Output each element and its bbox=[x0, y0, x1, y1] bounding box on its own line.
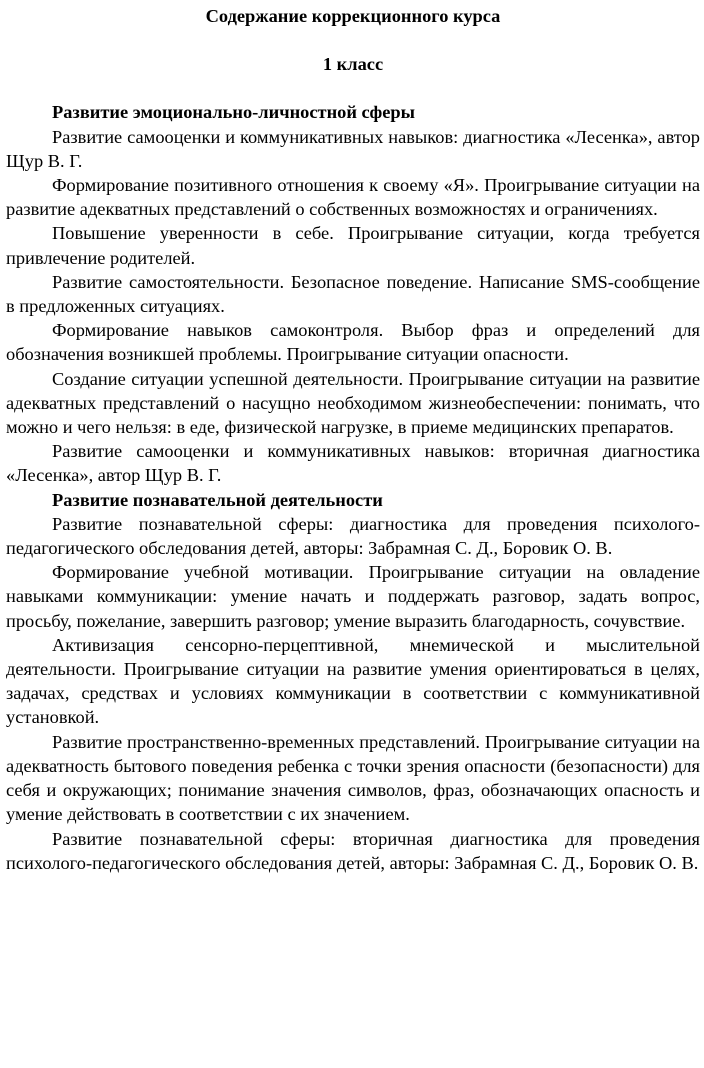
paragraph: Формирование навыков самоконтроля. Выбор фраз и определений для обозначения возникшей проблемы. Проигрывание ситуации опасности. bbox=[6, 320, 700, 365]
paragraph: Развитие самостоятельности. Безопасное поведение. Написание SMS-сообщение в предложенных ситуациях. bbox=[6, 271, 700, 317]
paragraph: Развитие самооценки и коммуникативных навыков: вторичная диагностика «Лесенка», автор Щур В. Г. bbox=[6, 441, 700, 486]
document-page bbox=[6, 0, 700, 875]
paragraph: Повышение уверенности в себе. Проигрывание ситуации, когда требуется привлечение родителей. bbox=[6, 223, 700, 268]
paragraph: Формирование учебной мотивации. Проигрывание ситуации на овладение навыками коммуникации: умение начать и поддержать разговор, задать вопрос, просьбу, пожелание, завершить разговор; умение выразить благодарность, сочувствие. bbox=[6, 562, 700, 631]
section-heading: Развитие эмоционально-личностной сферы bbox=[52, 102, 415, 123]
paragraph: Развитие пространственно-временных представлений. Проигрывание ситуации на адекватность бытового поведения ребенка с точки зрения опасности (безопасности) для себя и окружающих; понимание значения символов, фраз, обозначающих опасность и умение действовать в соответствии с их значением. bbox=[6, 731, 700, 825]
section-heading: Развитие познавательной деятельности bbox=[52, 489, 383, 510]
section-cognitive bbox=[6, 488, 700, 875]
paragraph: Развитие самооценки и коммуникативных навыков: диагностика «Лесенка», автор Щур В. Г. bbox=[6, 126, 700, 171]
paragraph: Развитие познавательной сферы: диагностика для проведения психолого-педагогического обследования детей, авторы: Забрамная С. Д., Боровик О. В. bbox=[6, 513, 700, 559]
paragraph: Развитие познавательной сферы: вторичная диагностика для проведения психолого-педагогического обследования детей, авторы: Забрамная С. Д., Боровик О. В. bbox=[6, 828, 700, 873]
paragraph: Активизация сенсорно-перцептивной, мнемической и мыслительной деятельности. Проигрывание ситуации на развитие умения ориентироваться в целях, задачах, средствах и условиях коммуникации в соответствии с коммуникативной установкой. bbox=[6, 634, 700, 728]
paragraph: Формирование позитивного отношения к своему «Я». Проигрывание ситуации на развитие адекватных представлений о собственных возможностях и ограничениях. bbox=[6, 175, 700, 220]
paragraph: Создание ситуации успешной деятельности. Проигрывание ситуации на развитие адекватных представлений о насущно необходимом жизнеобеспечении: понимать, что можно и чего нельзя: в еде, физической нагрузке, в приеме медицинских препаратов. bbox=[6, 368, 700, 438]
section-emotional bbox=[6, 100, 700, 487]
document-title: Содержание коррекционного курса bbox=[205, 6, 501, 26]
grade-label: 1 класс bbox=[322, 54, 384, 75]
